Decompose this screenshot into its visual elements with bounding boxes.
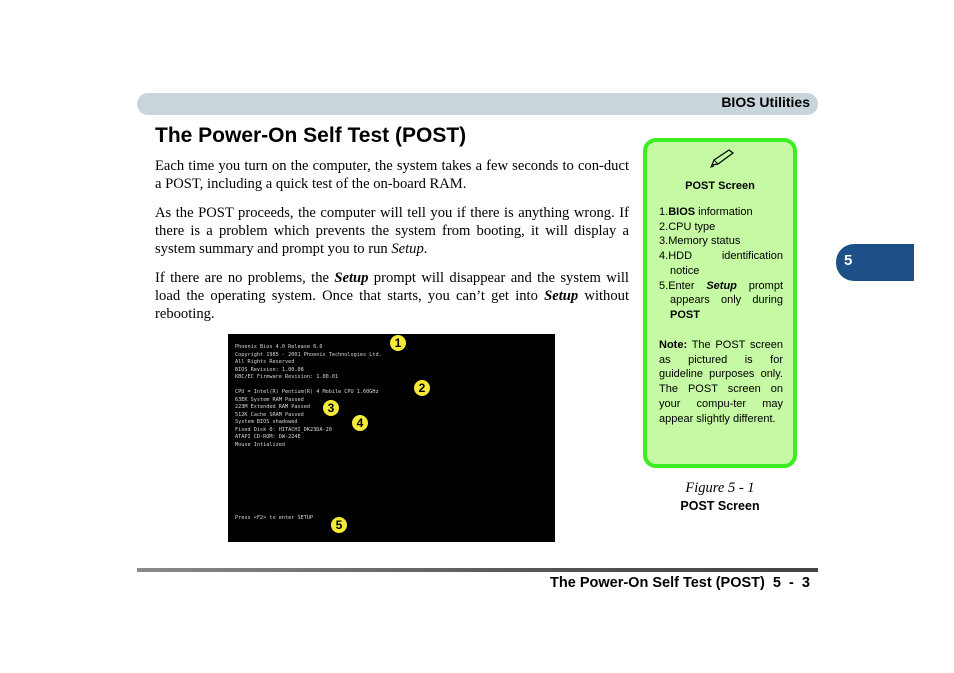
- post-setup-prompt: Press <F2> to enter SETUP: [235, 515, 314, 521]
- callout-3: 3: [322, 399, 340, 417]
- item-text: identification: [721, 250, 783, 263]
- footer-rule: [137, 568, 818, 572]
- footer-page-label: The Power-On Self Test (POST) 5 - 3: [550, 575, 810, 591]
- list-item: [659, 220, 783, 235]
- post-line: Phoenix Bios 4.0 Release 6.0: [235, 344, 323, 350]
- chapter-tab: [836, 244, 914, 281]
- item-num: 3.: [659, 235, 669, 248]
- intro-paragraph: [155, 157, 629, 193]
- note-label: Note:: [659, 339, 688, 351]
- post-line: BIOS Revision: 1.00.08: [235, 366, 304, 373]
- post-line: CPU = Intel(R) Pentium(R) 4 Mobile CPU 1.60GHz: [235, 389, 379, 395]
- item-num: 4.: [659, 250, 669, 263]
- sidebar-note-box: [643, 138, 797, 468]
- no-problems-paragraph: [155, 269, 629, 323]
- list-item: [659, 279, 783, 323]
- para2-end: .: [423, 241, 428, 257]
- figure-title: POST Screen: [680, 499, 760, 513]
- post-line: Fixed Disk 0: HITACHI_DK23DA-20: [235, 426, 332, 433]
- item-text: prompt: [748, 279, 784, 292]
- callout-4: 4: [351, 414, 369, 432]
- para3-text-c: without rebooting.: [155, 288, 629, 322]
- list-item: [659, 205, 783, 220]
- page-title: The Power-On Self Test (POST): [155, 124, 467, 147]
- para3-text-b: prompt will disappear and the system will load the operating system. Once that starts, you can’t get into: [155, 270, 629, 304]
- list-item: [659, 234, 783, 249]
- post-line: All Rights Reserved: [235, 359, 295, 365]
- item-text: Enter: [668, 279, 695, 292]
- post-line: 63EK System RAM Passed: [235, 396, 304, 403]
- item-num: 1.: [659, 206, 669, 218]
- setup-term: Setup: [391, 241, 424, 257]
- callout-5: 5: [330, 516, 348, 534]
- item-continuation: notice: [670, 264, 700, 277]
- sidebar-heading: POST Screen: [685, 180, 755, 192]
- post-line: 223M Extended RAM Passed: [235, 404, 310, 410]
- para2-text: As the POST proceeds, the computer will tell you if there is anything wrong. If there is a problem which prevents the system from booting, it will display a system summary and prompt you to run: [155, 205, 629, 257]
- pen-icon: [709, 148, 735, 168]
- item-continuation: appears only during: [670, 294, 783, 307]
- setup-term-2: Setup: [544, 288, 579, 304]
- post-line: Copyright 1985 - 2001 Phoenix Technologies Ltd.: [235, 351, 382, 358]
- callout-1: 1: [389, 334, 407, 352]
- para3-text-a: If there are no problems, the: [155, 270, 335, 286]
- section-title: BIOS Utilities: [721, 94, 810, 110]
- callout-2: 2: [413, 379, 431, 397]
- sidebar-note: [659, 338, 783, 426]
- note-text: The POST screen as pictured is for guideline purposes only. The POST screen on your compu-ter may appear slightly different.: [659, 339, 783, 425]
- item-continuation-bold: POST: [670, 308, 700, 321]
- item-em: Setup: [706, 279, 737, 292]
- post-line: KBC/EC Firmware Revision: 1.00.01: [235, 374, 339, 380]
- post-line: 512K Cache SRAM Passed: [235, 411, 304, 418]
- proceeds-paragraph: [155, 204, 629, 258]
- para1-text: Each time you turn on the computer, the system takes a few seconds to con-duct a POST, including a quick test of the on-board RAM.: [155, 158, 629, 192]
- post-line: ATAPI CD-ROM: DW-224E: [235, 434, 301, 440]
- chapter-number: 5: [844, 252, 853, 269]
- item-num: 2.: [659, 220, 669, 233]
- item-text: HDD: [668, 250, 693, 263]
- list-item: [659, 249, 783, 278]
- header-bar: [137, 93, 818, 115]
- setup-term-1: Setup: [334, 270, 369, 286]
- post-line: System BIOS shadowed: [235, 419, 298, 425]
- item-text: Memory status: [668, 235, 741, 248]
- item-num: 5.: [659, 279, 669, 292]
- figure-caption: Figure 5 - 1: [685, 480, 755, 496]
- post-screen-image: [228, 334, 555, 542]
- item-text: CPU type: [668, 220, 716, 233]
- item-bold: BIOS: [668, 206, 696, 218]
- post-line: Mouse Intialized: [235, 441, 285, 448]
- item-text: information: [695, 206, 753, 218]
- sidebar-list: [659, 205, 783, 323]
